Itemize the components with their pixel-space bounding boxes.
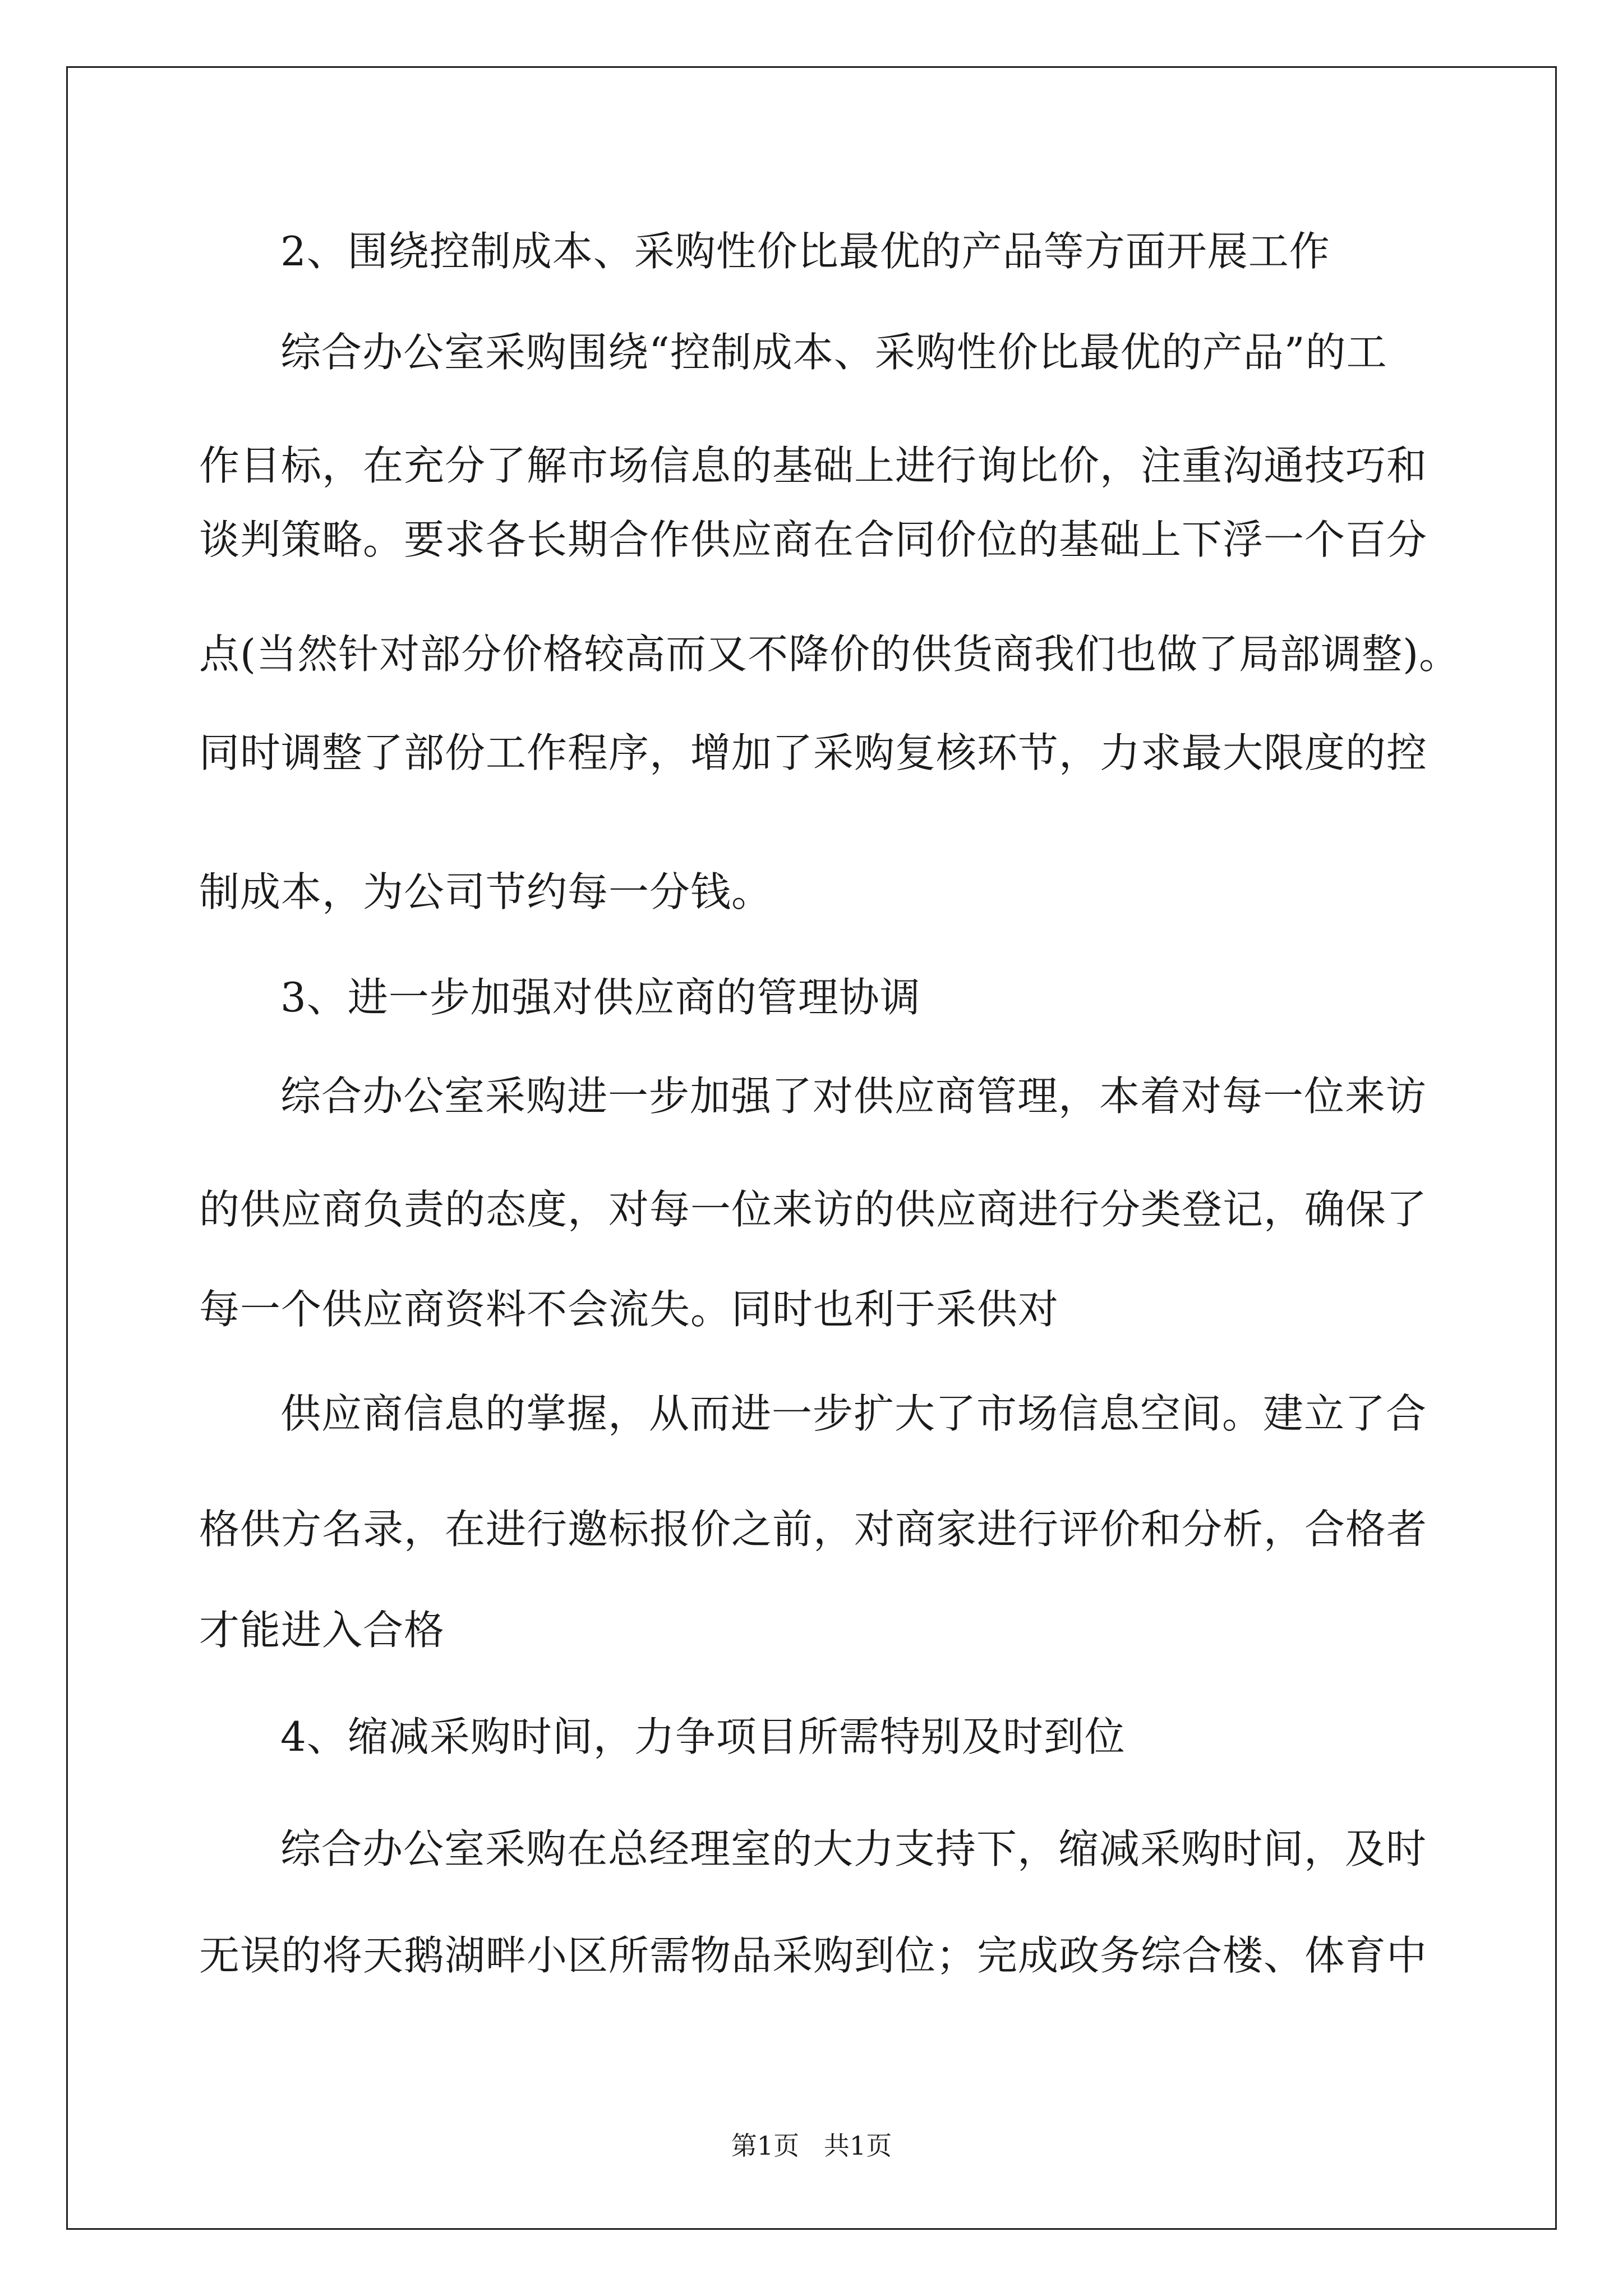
paragraph-line: 作目标，在充分了解市场信息的基础上进行询比价，注重沟通技巧和 [199,442,1428,489]
section-heading-3: 3、进一步加强对供应商的管理协调 [280,974,921,1021]
paragraph-line: 格供方名录，在进行邀标报价之前，对商家进行评价和分析，合格者 [199,1506,1428,1553]
paragraph-line: 才能进入合格 [199,1607,445,1654]
paragraph-line: 的供应商负责的态度，对每一位来访的供应商进行分类登记，确保了 [199,1186,1428,1233]
paragraph-line: 同时调整了部份工作程序，增加了采购复核环节，力求最大限度的控 [199,729,1428,776]
section-heading-2: 2、围绕控制成本、采购性价比最优的产品等方面开展工作 [280,228,1330,275]
paragraph-line: 综合办公室采购围绕“控制成本、采购性价比最优的产品”的工 [280,329,1387,376]
page-footer: 第1页 共1页 [731,2131,892,2161]
page-border [66,66,1557,2230]
section-heading-4: 4、缩减采购时间，力争项目所需特别及时到位 [280,1713,1126,1760]
paragraph-line: 供应商信息的掌握，从而进一步扩大了市场信息空间。建立了合 [280,1390,1427,1437]
paragraph-line: 综合办公室采购在总经理室的大力支持下，缩减采购时间，及时 [280,1825,1427,1872]
paragraph-line: 无误的将天鹅湖畔小区所需物品采购到位；完成政务综合楼、体育中 [199,1932,1428,1979]
paragraph-line: 点(当然针对部分价格较高而又不降价的供货商我们也做了局部调整)。 [199,631,1460,678]
paragraph-line: 谈判策略。要求各长期合作供应商在合同价位的基础上下浮一个百分 [199,516,1428,563]
paragraph-line: 综合办公室采购进一步加强了对供应商管理，本着对每一位来访 [280,1073,1427,1120]
paragraph-line: 制成本，为公司节约每一分钱。 [199,868,773,915]
paragraph-line: 每一个供应商资料不会流失。同时也利于采供对 [199,1286,1059,1333]
